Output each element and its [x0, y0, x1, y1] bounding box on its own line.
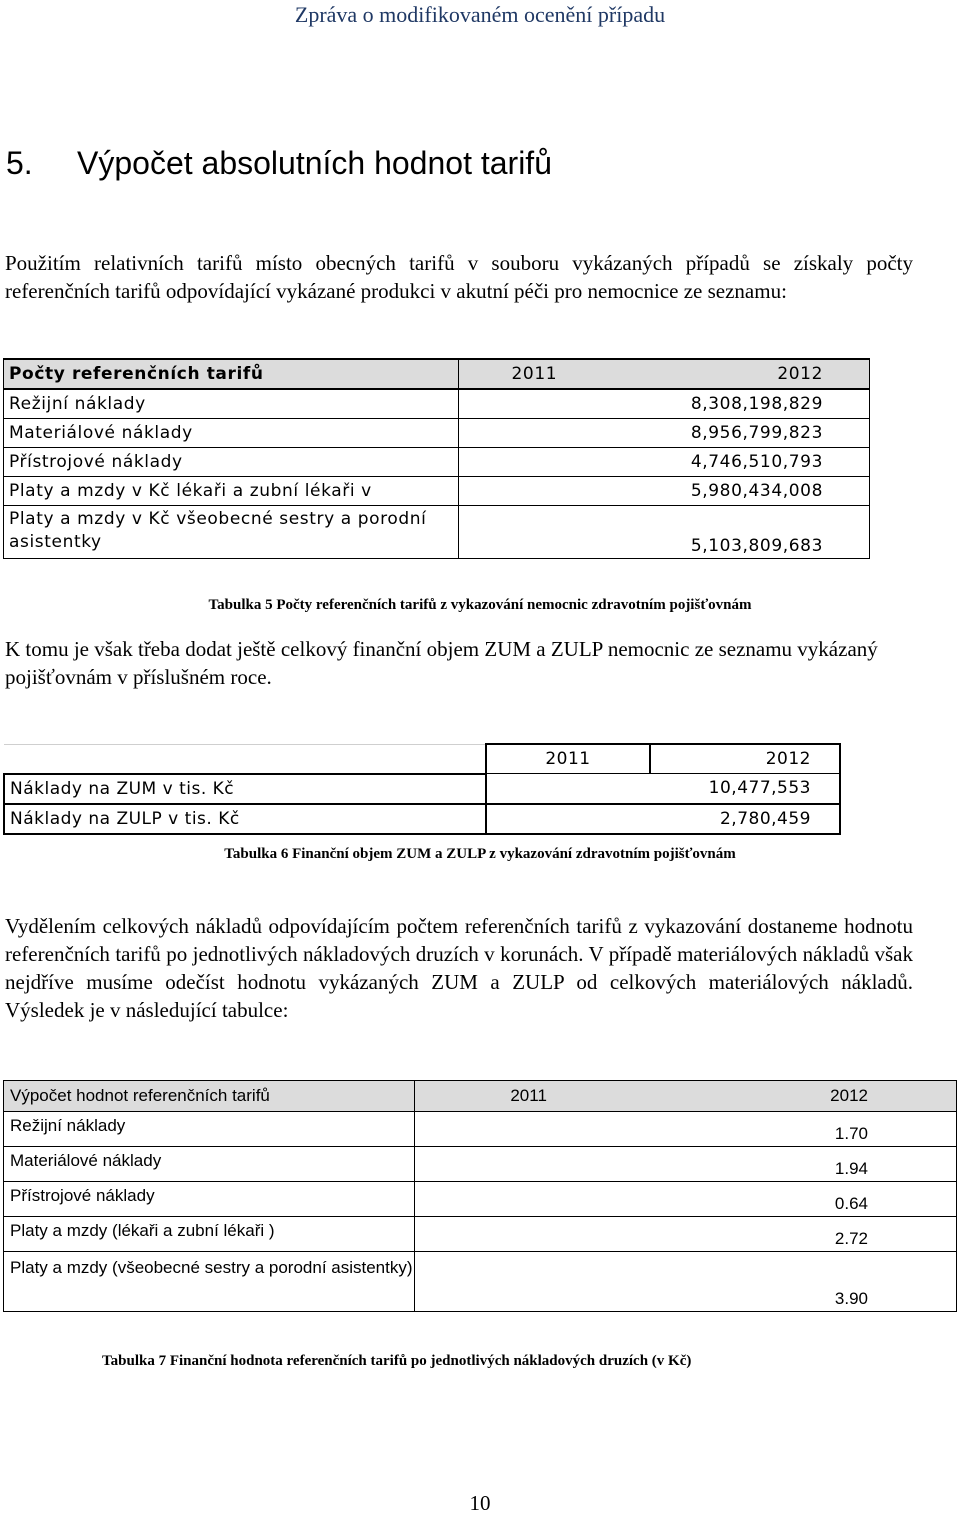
table-row: [4, 389, 870, 419]
zum-zulp-paragraph: K tomu je však třeba dodat ještě celkový finanční objem ZUM a ZULP nemocnic ze seznamu vykázaný pojišťovnám v příslušném roce.: [5, 637, 878, 689]
row-label: Přístrojové náklady: [4, 448, 459, 477]
row-label: Platy a mzdy (lékaři a zubní lékaři ): [4, 1217, 415, 1252]
table-row: [4, 1112, 957, 1147]
header-label: [4, 744, 486, 774]
row-2012: 2.72: [642, 1217, 956, 1252]
header-label: Výpočet hodnot referenčních tarifů: [4, 1081, 415, 1112]
row-label: Platy a mzdy v Kč všeobecné sestry a porodní asistentky: [4, 506, 459, 559]
row-2011: [414, 1112, 642, 1147]
row-2011: [414, 1182, 642, 1217]
row-2012: 3.90: [642, 1252, 956, 1312]
row-2011: [414, 1252, 642, 1312]
page-number: 10: [469, 1491, 491, 1515]
table-header-row: [4, 744, 840, 774]
row-2012: 10,477,553: [650, 774, 840, 804]
row-2012: 2,780,459: [650, 804, 840, 834]
row-label: Náklady na ZULP v tis. Kč: [4, 804, 486, 834]
row-2012: 0.64: [642, 1182, 956, 1217]
row-label: Platy a mzdy v Kč lékaři a zubní lékaři v: [4, 477, 459, 506]
table-header-row: [4, 359, 870, 389]
row-2011: [414, 1217, 642, 1252]
row-label: Platy a mzdy (všeobecné sestry a porodní asistentky): [4, 1252, 415, 1312]
row-label: Materiálové náklady: [4, 1147, 415, 1182]
row-2011: [458, 419, 610, 448]
section-number: 5.: [6, 145, 33, 181]
header-2011: 2011: [486, 744, 650, 774]
row-2011: [458, 506, 610, 559]
table-row: [4, 448, 870, 477]
row-2011: [458, 448, 610, 477]
row-label: Režijní náklady: [4, 1112, 415, 1147]
header-2011: 2011: [414, 1081, 642, 1112]
table-row: [4, 774, 840, 804]
header-label: Počty referenčních tarifů: [4, 359, 459, 389]
row-2012: 8,956,799,823: [610, 419, 870, 448]
header-2012: 2012: [610, 359, 870, 389]
table7-caption: Tabulka 7 Finanční hodnota referenčních tarifů po jednotlivých nákladových druzích (v Kč): [102, 1353, 692, 1369]
row-2012: 5,980,434,008: [610, 477, 870, 506]
row-2011: [458, 389, 610, 419]
table6-caption: Tabulka 6 Finanční objem ZUM a ZULP z vykazování zdravotním pojišťovnám: [224, 846, 736, 862]
table-row: [4, 1147, 957, 1182]
row-2012: 1.70: [642, 1112, 956, 1147]
table-row: [4, 804, 840, 834]
table-row: [4, 477, 870, 506]
table-row: [4, 1217, 957, 1252]
row-label: Materiálové náklady: [4, 419, 459, 448]
row-label: Režijní náklady: [4, 389, 459, 419]
table5-caption: Tabulka 5 Počty referenčních tarifů z vykazování nemocnic zdravotním pojišťovnám: [208, 597, 752, 613]
table-header-row: [4, 1081, 957, 1112]
row-2011: [486, 774, 650, 804]
reference-tariff-values-table: [3, 1080, 957, 1312]
row-label: Náklady na ZUM v tis. Kč: [4, 774, 486, 804]
row-label: Přístrojové náklady: [4, 1182, 415, 1217]
row-2011: [486, 804, 650, 834]
row-2012: 1.94: [642, 1147, 956, 1182]
intro-paragraph: Použitím relativních tarifů místo obecných tarifů v souboru vykázaných případů se získaly počty referenčních tarifů odpovídající vykázané produkci v akutní péči pro nemocnice ze seznamu:: [5, 251, 913, 303]
row-2011: [414, 1147, 642, 1182]
row-2011: [458, 477, 610, 506]
header-2012: 2012: [650, 744, 840, 774]
row-2012: 4,746,510,793: [610, 448, 870, 477]
calculation-paragraph: Vydělením celkových nákladů odpovídajícím počtem referenčních tarifů z vykazování dostaneme hodnotu referenčních tarifů po jednotlivých nákladových druzích v korunách. V případě materiálových nákladů však nejdříve musíme odečíst hodnotu vykázaných ZUM a ZULP od celkových materiálových nákladů. Výsledek je v následující tabulce:: [5, 914, 913, 1022]
section-title: Výpočet absolutních hodnot tarifů: [77, 145, 552, 181]
running-header: Zpráva o modifikovaném ocenění případu: [294, 2, 666, 27]
table-row: [4, 419, 870, 448]
table-row: [4, 1252, 957, 1312]
row-2012: 8,308,198,829: [610, 389, 870, 419]
table-row: [4, 506, 870, 559]
reference-tariff-counts-table: [3, 358, 870, 559]
table-row: [4, 1182, 957, 1217]
header-2011: 2011: [458, 359, 610, 389]
header-2012: 2012: [642, 1081, 956, 1112]
zum-zulp-table: [3, 743, 841, 835]
row-2012: 5,103,809,683: [610, 506, 870, 559]
